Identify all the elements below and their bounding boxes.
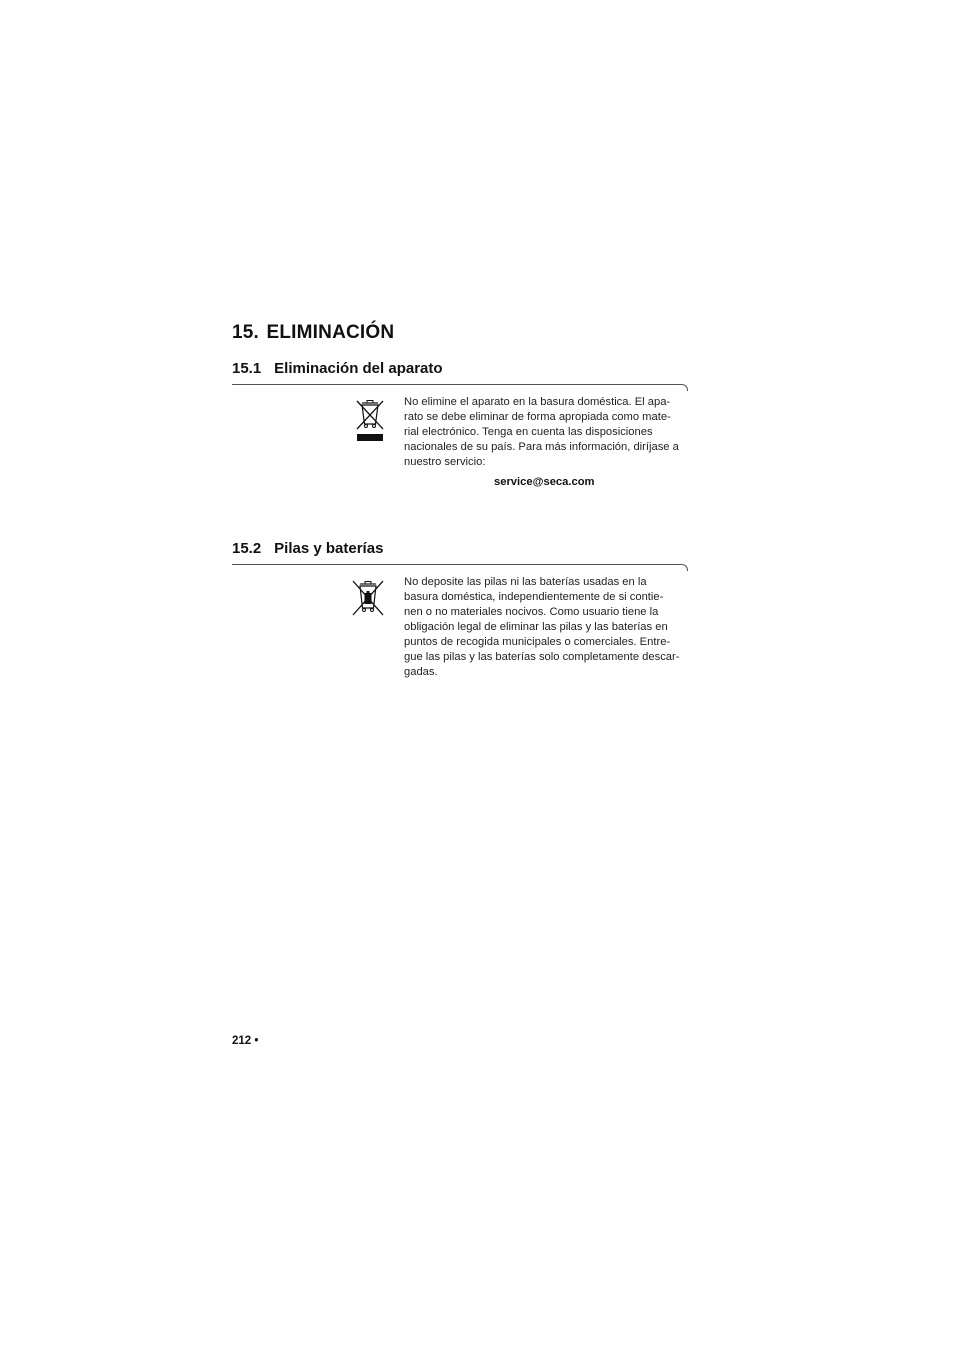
section-number: 15.2 xyxy=(232,540,262,557)
section-title-text: Pilas y baterías xyxy=(274,540,384,557)
section-number: 15.1 xyxy=(232,360,262,377)
chapter-title xyxy=(232,322,394,344)
crossed-out-battery-bin-icon xyxy=(350,578,386,618)
section-heading-batteries xyxy=(232,540,383,557)
service-email-link[interactable]: service@seca.com xyxy=(494,476,595,488)
section-divider xyxy=(232,384,682,385)
battery-disposal-text: No deposite las pilas ni las baterías usadas en la basura doméstica, independientemente de si contie- nen o no materiales nocivos. Como usuario tiene la obligación legal de eliminar las pilas y las baterías en puntos de recogida municipales o comerciales. Entre- gue las pilas y las baterías solo completamente descar- gadas. xyxy=(404,576,680,678)
section-title-text: Eliminación del aparato xyxy=(274,360,443,377)
crossed-out-wheelie-bin-icon xyxy=(354,398,386,444)
chapter-number: 15. xyxy=(232,322,260,343)
section-divider xyxy=(232,564,682,565)
device-disposal-text: No elimine el aparato en la basura doméstica. El apa- rato se debe eliminar de forma apropiada como mate- rial electrónico. Tenga en cuenta las disposiciones nacionales de su país. Para más información, diríjase a nuestro servicio: xyxy=(404,396,679,468)
section-heading-device-disposal xyxy=(232,360,443,377)
chapter-title-text: ELIMINACIÓN xyxy=(266,322,395,343)
page-number: 212 • xyxy=(232,1035,259,1047)
